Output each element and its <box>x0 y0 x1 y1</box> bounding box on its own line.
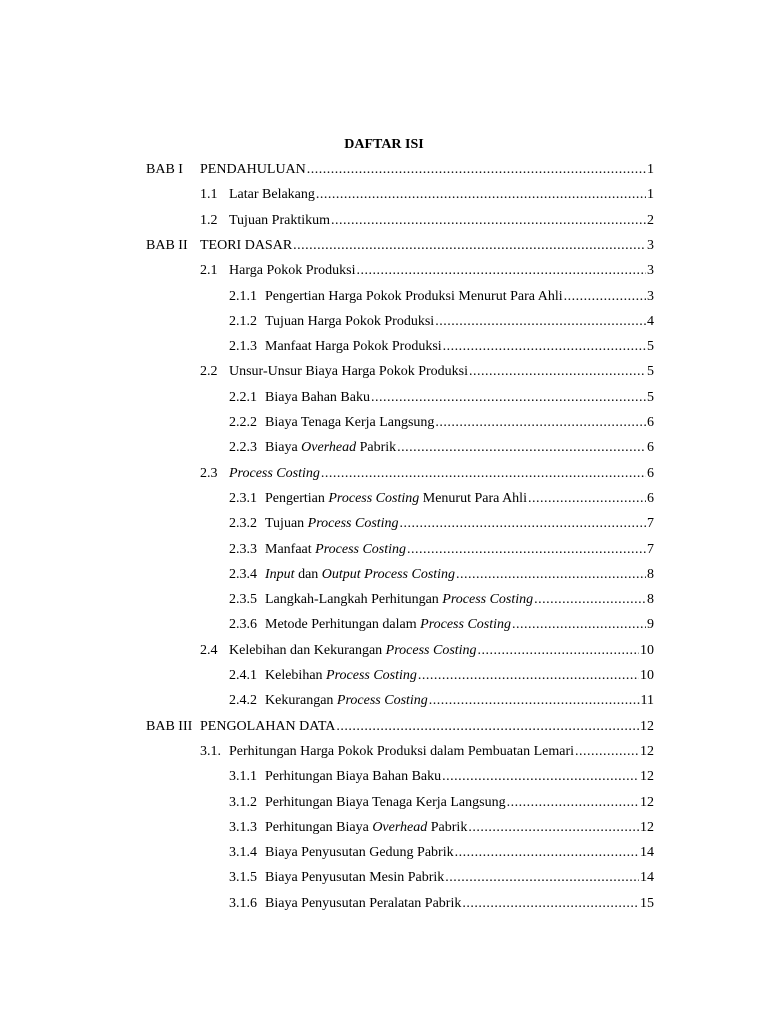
toc-entry-label <box>265 388 370 408</box>
toc-entry-number: 3.1.6 <box>229 895 257 911</box>
toc-entry-label-text: TEORI DASAR <box>200 237 293 253</box>
toc-dot-leader <box>507 793 639 813</box>
toc-entry-label <box>229 362 468 382</box>
toc-entry-label-text: Biaya Tenaga Kerja Langsung <box>265 415 435 430</box>
toc-entry[interactable] <box>229 438 654 458</box>
toc-page-number: 10 <box>640 668 654 683</box>
toc-entry-label <box>265 590 533 610</box>
toc-page-number: 6 <box>647 490 654 506</box>
toc-entry-label-text: Tujuan <box>265 516 308 532</box>
toc-entry-label-italic: Process Costing <box>420 617 512 633</box>
toc-entry-label-text: Pengertian <box>265 490 329 506</box>
toc-entry-number: 2.3 <box>200 465 218 481</box>
toc-dot-leader <box>435 312 646 332</box>
toc-entry-label-italic: Process Costing <box>328 490 420 506</box>
toc-entry[interactable] <box>229 590 654 610</box>
toc-page-number: 15 <box>640 895 654 911</box>
toc-entry-label-text: Biaya Penyusutan Mesin Pabrik <box>265 870 445 886</box>
toc-entry-label <box>265 894 461 914</box>
toc-entry-label <box>265 767 441 787</box>
toc-entry[interactable] <box>229 767 654 787</box>
toc-entry-number: BAB I <box>146 162 183 177</box>
toc-dot-leader <box>456 565 646 585</box>
toc-dot-leader <box>462 894 639 914</box>
toc-entry-label <box>265 489 527 509</box>
toc-entry[interactable] <box>229 691 654 711</box>
toc-entry-label-text: Harga Pokok Produksi <box>229 263 356 279</box>
toc-page-number: 8 <box>647 566 654 582</box>
toc-page-number: 7 <box>647 516 654 532</box>
toc-page-number: 12 <box>640 743 654 759</box>
toc-dot-leader <box>429 691 640 711</box>
toc-page-number: 3 <box>647 263 654 279</box>
toc-page-number: 1 <box>647 162 654 177</box>
toc-entry-label-italic: Process Costing <box>336 693 428 709</box>
toc-page-number: 11 <box>640 693 654 709</box>
toc-entry-number: 1.2 <box>200 212 218 228</box>
toc-entry-label-text: Menurut Para Ahli <box>419 490 527 506</box>
toc-dot-leader <box>455 843 639 863</box>
toc-entry[interactable] <box>200 464 654 484</box>
toc-entry-label-text: Perhitungan Harga Pokok Produksi dalam Pembuatan Lemari <box>229 743 575 759</box>
toc-entry-number: 2.2 <box>200 364 218 380</box>
toc-entry[interactable] <box>146 236 654 256</box>
toc-entry[interactable] <box>200 362 654 382</box>
toc-entry-label-text: Manfaat <box>265 541 316 557</box>
toc-entry-label-italic: Process Costing <box>442 592 534 608</box>
toc-entry-number: 2.2.3 <box>229 440 257 456</box>
page-title: DAFTAR ISI <box>344 137 424 152</box>
toc-entry[interactable] <box>200 211 654 231</box>
toc-entry-label-text: Latar Belakang <box>229 187 315 203</box>
toc-entry[interactable] <box>229 287 654 307</box>
toc-dot-leader <box>407 540 646 560</box>
toc-entry[interactable] <box>200 185 654 205</box>
toc-entry-number: 1.1 <box>200 187 218 203</box>
toc-entry-number: 2.2.1 <box>229 389 257 405</box>
toc-entry-label <box>265 868 444 888</box>
toc-page-number: 4 <box>647 313 654 329</box>
toc-dot-leader <box>468 818 639 838</box>
toc-entry-label <box>265 438 396 458</box>
toc-entry-label <box>265 615 511 635</box>
toc-entry-label-text: Perhitungan Biaya Tenaga Kerja Langsung <box>265 794 506 810</box>
toc-entry-label-italic: Input <box>265 566 295 582</box>
toc-entry-number: 2.2.2 <box>229 415 257 430</box>
toc-entry-label-text: Biaya <box>265 440 302 456</box>
toc-entry-label-text: Tujuan Praktikum <box>229 212 330 228</box>
toc-entry-number: 3.1.4 <box>229 845 257 861</box>
toc-dot-leader <box>307 160 646 180</box>
toc-entry-number: 2.1.3 <box>229 339 257 355</box>
toc-page-number: 3 <box>647 288 654 304</box>
toc-entry-label <box>265 413 434 433</box>
toc-entry-label <box>200 236 292 256</box>
toc-entry-label-text: PENDAHULUAN <box>200 162 306 177</box>
toc-entry[interactable] <box>229 514 654 534</box>
toc-entry-label-text: dan <box>294 566 322 582</box>
toc-entry-number: 2.3.4 <box>229 566 257 582</box>
toc-dot-leader <box>371 388 646 408</box>
toc-entry-label-italic: Process Costing <box>326 668 417 683</box>
toc-entry[interactable] <box>146 717 654 737</box>
toc-entry-label-italic: Overhead <box>372 819 428 835</box>
toc-entry-number: 2.3.6 <box>229 617 257 633</box>
toc-entry-label <box>265 565 455 585</box>
toc-dot-leader <box>400 514 646 534</box>
toc-entry-label-text: Kelebihan <box>265 668 327 683</box>
toc-entry-label-italic: Overhead <box>301 440 357 456</box>
toc-entry-label-text: PENGOLAHAN DATA <box>200 718 336 734</box>
toc-entry-label <box>265 287 563 307</box>
toc-dot-leader <box>435 413 646 433</box>
toc-entry[interactable] <box>229 413 654 433</box>
toc-entry-label <box>200 717 335 737</box>
toc-page-number: 14 <box>640 845 654 861</box>
toc-entry-number: 2.4 <box>200 642 218 658</box>
toc-entry-number: 3.1.1 <box>229 769 257 785</box>
toc-page-number: 12 <box>640 769 654 785</box>
toc-entry[interactable] <box>229 540 654 560</box>
toc-entry-label-text: Kelebihan dan Kekurangan <box>229 642 386 658</box>
toc-page-number: 8 <box>647 592 654 608</box>
toc-dot-leader <box>512 615 646 635</box>
toc-entry-number: 2.1.1 <box>229 288 257 304</box>
toc-dot-leader <box>321 464 646 484</box>
toc-entry[interactable] <box>229 868 654 888</box>
toc-entry-label <box>265 312 434 332</box>
toc-entry-label-text: Langkah-Langkah Perhitungan <box>265 592 443 608</box>
toc-entry-label-text: Perhitungan Biaya <box>265 819 373 835</box>
toc-dot-leader <box>442 767 639 787</box>
toc-dot-leader <box>397 438 646 458</box>
toc-dot-leader <box>534 590 646 610</box>
toc-entry-label-italic: Process Costing <box>307 516 399 532</box>
toc-entry[interactable] <box>229 894 654 914</box>
toc-entry[interactable] <box>229 615 654 635</box>
toc-entry-number: BAB III <box>146 718 193 734</box>
toc-entry-label <box>265 843 454 863</box>
toc-entry-label-text: Tujuan Harga Pokok Produksi <box>265 313 435 329</box>
toc-dot-leader <box>445 868 639 888</box>
toc-entry-label-text: Pabrik <box>356 440 397 456</box>
toc-entry-label <box>265 691 428 711</box>
toc-entry[interactable] <box>229 793 654 813</box>
toc-entry-label <box>229 641 477 661</box>
toc-entry-label-text: Perhitungan Biaya Bahan Baku <box>265 769 442 785</box>
toc-dot-leader <box>564 287 646 307</box>
toc-entry-label <box>229 464 320 484</box>
toc-page-number: 12 <box>640 794 654 810</box>
toc-page-number: 12 <box>640 819 654 835</box>
toc-entry-label-text: Metode Perhitungan dalam <box>265 617 421 633</box>
toc-entry-number: 2.4.2 <box>229 693 257 709</box>
toc-entry-number: 2.3.5 <box>229 592 257 608</box>
toc-dot-leader <box>528 489 646 509</box>
toc-page-number: 6 <box>647 465 654 481</box>
toc-entry-label <box>265 540 406 560</box>
toc-page-number: 5 <box>647 364 654 380</box>
toc-entry-label-text: Biaya Penyusutan Gedung Pabrik <box>265 845 454 861</box>
toc-dot-leader <box>293 236 646 256</box>
toc-entry-label <box>229 742 574 762</box>
toc-entry[interactable] <box>200 641 654 661</box>
toc-page-number: 6 <box>647 440 654 456</box>
toc-page-number: 7 <box>647 541 654 557</box>
toc-entry-label <box>265 514 399 534</box>
toc-entry-label-text: Unsur-Unsur Biaya Harga Pokok Produksi <box>229 364 468 380</box>
toc-entry-number: 3.1. <box>200 743 221 759</box>
toc-page-number: 5 <box>647 339 654 355</box>
toc-entry-number: 2.3.3 <box>229 541 257 557</box>
toc-entry-number: BAB II <box>146 237 188 253</box>
toc-entry[interactable] <box>229 843 654 863</box>
toc-dot-leader <box>336 717 639 737</box>
toc-page-number: 12 <box>640 718 654 734</box>
toc-entry[interactable] <box>229 388 654 408</box>
toc-entry-label <box>265 666 417 686</box>
toc-entry[interactable] <box>200 742 654 762</box>
toc-dot-leader <box>443 337 646 357</box>
toc-dot-leader <box>478 641 639 661</box>
toc-entry-label <box>229 261 356 281</box>
toc-entry-label <box>265 818 467 838</box>
toc-dot-leader <box>331 211 646 231</box>
toc-entry-label-italic: Output Process Costing <box>321 566 456 582</box>
toc-entry[interactable] <box>146 160 654 180</box>
toc-entry[interactable] <box>229 818 654 838</box>
toc-page-number: 5 <box>647 389 654 405</box>
toc-page-number: 10 <box>640 642 654 658</box>
toc-entry-number: 2.3.2 <box>229 516 257 532</box>
toc-entry-label <box>229 185 315 205</box>
toc-entry[interactable] <box>229 312 654 332</box>
toc-entry-number: 2.3.1 <box>229 490 257 506</box>
toc-entry-label <box>200 160 306 180</box>
toc-entry[interactable] <box>229 565 654 585</box>
toc-entry-label-text: Biaya Bahan Baku <box>265 389 370 405</box>
toc-entry-label-italic: Process Costing <box>229 465 320 481</box>
toc-page-number: 6 <box>647 415 654 430</box>
toc-entry-number: 3.1.5 <box>229 870 257 886</box>
toc-entry-label <box>229 211 330 231</box>
toc-page-number: 9 <box>647 617 654 633</box>
toc-entry-number: 3.1.3 <box>229 819 257 835</box>
toc-entry-number: 3.1.2 <box>229 794 257 810</box>
toc-entry-label-text: Kekurangan <box>265 693 337 709</box>
toc-entry[interactable] <box>200 261 654 281</box>
toc-entry[interactable] <box>229 666 654 686</box>
toc-dot-leader <box>418 666 639 686</box>
toc-entry-number: 2.4.1 <box>229 668 257 683</box>
toc-dot-leader <box>357 261 646 281</box>
toc-dot-leader <box>469 362 646 382</box>
toc-page-number: 2 <box>647 212 654 228</box>
toc-entry-label-italic: Process Costing <box>385 642 477 658</box>
toc-entry-label-text: Pabrik <box>427 819 468 835</box>
toc-entry-label <box>265 793 506 813</box>
toc-entry-number: 2.1 <box>200 263 218 279</box>
toc-dot-leader <box>316 185 646 205</box>
toc-entry[interactable] <box>229 489 654 509</box>
toc-entry-label-text: Manfaat Harga Pokok Produksi <box>265 339 442 355</box>
toc-dot-leader <box>575 742 639 762</box>
toc-entry-label-text: Pengertian Harga Pokok Produksi Menurut Para Ahli <box>265 288 563 304</box>
toc-page-number: 3 <box>647 237 654 253</box>
toc-page-number: 14 <box>640 870 654 886</box>
toc-entry-label-italic: Process Costing <box>315 541 407 557</box>
toc-page-number: 1 <box>647 187 654 203</box>
toc-entry[interactable] <box>229 337 654 357</box>
toc-entry-label <box>265 337 442 357</box>
toc-entry-number: 2.1.2 <box>229 313 257 329</box>
toc-entry-label-text: Biaya Penyusutan Peralatan Pabrik <box>265 895 462 911</box>
